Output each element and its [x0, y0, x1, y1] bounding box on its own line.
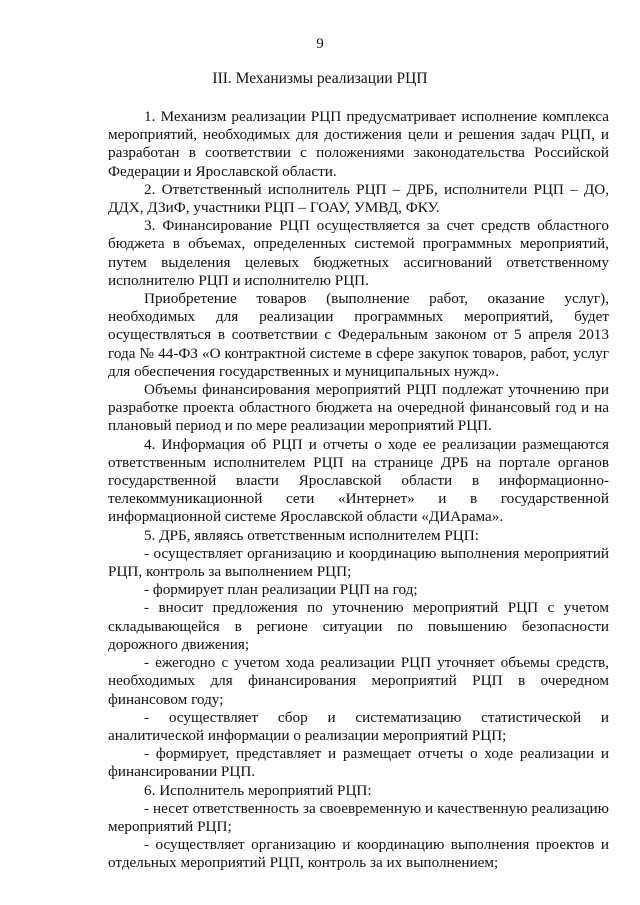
document-body: [108, 108, 609, 873]
list-item-executor-responsibility: - несет ответственность за своевременную и качественную реализацию мероприятий РЦП;: [108, 799, 609, 835]
list-item-executor-coordination: - осуществляет организацию и координацию выполнения проектов и отдельных мероприятий РЦП, контроль за их выполнением;: [108, 836, 609, 872]
list-item-drb-proposals: - вносит предложения по уточнению мероприятий РЦП с учетом складывающейся в регионе ситуации по повышению безопасности дорожного движения;: [108, 599, 609, 653]
paragraph-3-financing: 3. Финансирование РЦП осуществляется за счет средств областного бюджета в объемах, определенных системой программных мероприятий, путем выделения целевых бюджетных ассигнований ответственному исполнителю РЦП и исполнителю РЦП.: [108, 217, 609, 289]
page-number: 9: [316, 36, 324, 52]
list-item-drb-statistics: - осуществляет сбор и систематизацию статистической и аналитической информации о реализации мероприятий РЦП;: [108, 708, 609, 744]
paragraph-4-information: 4. Информация об РЦП и отчеты о ходе ее реализации размещаются ответственным исполнителем РЦП на странице ДРБ на портале органов государственной власти Ярославской области в информационно-телекоммуникационной сети «Интернет» и в государственной информационной системе Ярославской области «ДИАрама».: [108, 435, 609, 526]
paragraph-6-executor-intro: 6. Исполнитель мероприятий РЦП:: [144, 781, 372, 799]
list-item-drb-reports: - формирует, представляет и размещает отчеты о ходе реализации и финансировании РЦП.: [108, 745, 609, 781]
paragraph-1-mechanism: 1. Механизм реализации РЦП предусматривает исполнение комплекса мероприятий, необходимых для достижения цели и решения задач РЦП, и разработан в соответствии с положениями законодательства Российской Федерации и Ярославской области.: [108, 108, 609, 180]
paragraph-funding-volumes: Объемы финансирования мероприятий РЦП подлежат уточнению при разработке проекта областного бюджета на очередной финансовый год и на плановый период и по мере реализации мероприятий РЦП.: [108, 381, 609, 435]
paragraph-5-drb-intro: 5. ДРБ, являясь ответственным исполнителем РЦП:: [144, 526, 479, 544]
list-item-drb-organization: - осуществляет организацию и координацию выполнения мероприятий РЦП, контроль за выполнением РЦП;: [108, 544, 609, 581]
paragraph-procurement: Приобретение товаров (выполнение работ, оказание услуг), необходимых для реализации программных мероприятий, будет осуществляться в соответствии с Федеральным законом от 5 апреля 2013 года № 44-ФЗ «О контрактной системе в сфере закупок товаров, работ, услуг для обеспечения государственных и муниципальных нужд».: [108, 290, 609, 380]
section-title: III. Механизмы реализации РЦП: [212, 70, 428, 87]
list-item-drb-funding-refine: - ежегодно с учетом хода реализации РЦП уточняет объемы средств, необходимых для финансирования мероприятий РЦП в очередном финансовом году;: [108, 654, 609, 708]
paragraph-2-executors: 2. Ответственный исполнитель РЦП – ДРБ, исполнители РЦП – ДО, ДДХ, ДЗиФ, участники РЦП – ГОАУ, УМВД, ФКУ.: [108, 180, 609, 217]
list-item-drb-plan: - формирует план реализации РЦП на год;: [144, 581, 418, 599]
